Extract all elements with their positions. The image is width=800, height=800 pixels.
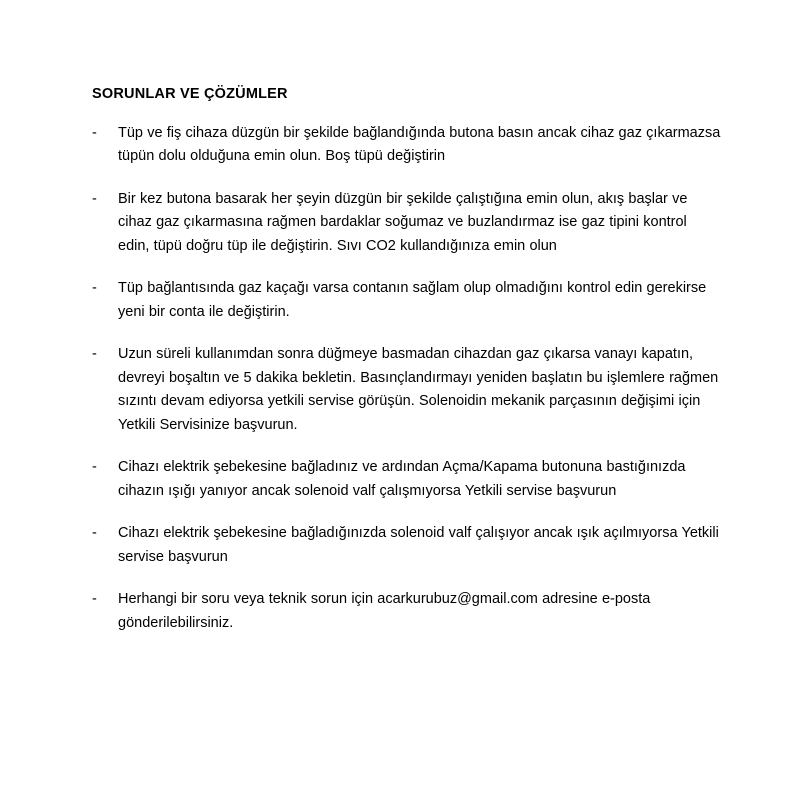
list-item xyxy=(92,188,722,258)
list-item xyxy=(92,343,722,437)
list-item-text: Tüp ve fiş cihaza düzgün bir şekilde bağlandığında butona basın ancak cihaz gaz çıkarmazsa tüpün dolu olduğuna emin olun. Boş tüpü değiştirin xyxy=(118,125,721,165)
list-item-text: Bir kez butona basarak her şeyin düzgün bir şekilde çalıştığına emin olun, akış başlar ve cihaz gaz çıkarmasına rağmen bardaklar soğumaz ve buzlandırmaz ise gaz tipini kontrol edin, tüpü doğru tüp ile değiştirin. Sıvı CO2 kullandığınıza emin olun xyxy=(118,190,688,254)
list-bullet: - xyxy=(92,525,97,542)
list-item xyxy=(92,122,722,169)
list-item-text: Tüp bağlantısında gaz kaçağı varsa contanın sağlam olup olmadığını kontrol edin gerekirse yeni bir conta ile değiştirin. xyxy=(118,280,707,320)
list-bullet: - xyxy=(92,190,97,207)
list-item xyxy=(92,588,722,635)
page-title: SORUNLAR VE ÇÖZÜMLER xyxy=(92,86,288,102)
list-item-text: Herhangi bir soru veya teknik sorun için acarkurubuz@gmail.com adresine e-posta gönderilebilirsiniz. xyxy=(118,591,651,631)
list-item-text: Uzun süreli kullanımdan sonra düğmeye basmadan cihazdan gaz çıkarsa vanayı kapatın, devreyi boşaltın ve 5 dakika bekletin. Basınçlandırmayı yeniden başlatın bu işlemlere rağmen sızıntı devam ediyorsa yetkili servise görüşün. Solenoidin mekanik parçasının değişimi için Yetkili Servisinize başvurun. xyxy=(118,346,719,433)
list-item-text: Cihazı elektrik şebekesine bağladınız ve ardından Açma/Kapama butonuna bastığınızda cihazın ışığı yanıyor ancak solenoid valf çalışmıyorsa Yetkili servise başvurun xyxy=(118,459,686,499)
list-item xyxy=(92,522,722,569)
list-bullet: - xyxy=(92,280,97,297)
list-bullet: - xyxy=(92,459,97,476)
list-bullet: - xyxy=(92,591,97,608)
list-item xyxy=(92,277,722,324)
list-item-text: Cihazı elektrik şebekesine bağladığınızda solenoid valf çalışıyor ancak ışık açılmıyorsa Yetkili servise başvurun xyxy=(118,525,719,565)
list-item xyxy=(92,456,722,503)
list-bullet: - xyxy=(92,125,97,141)
list-bullet: - xyxy=(92,346,97,363)
troubleshooting-list xyxy=(92,122,722,654)
